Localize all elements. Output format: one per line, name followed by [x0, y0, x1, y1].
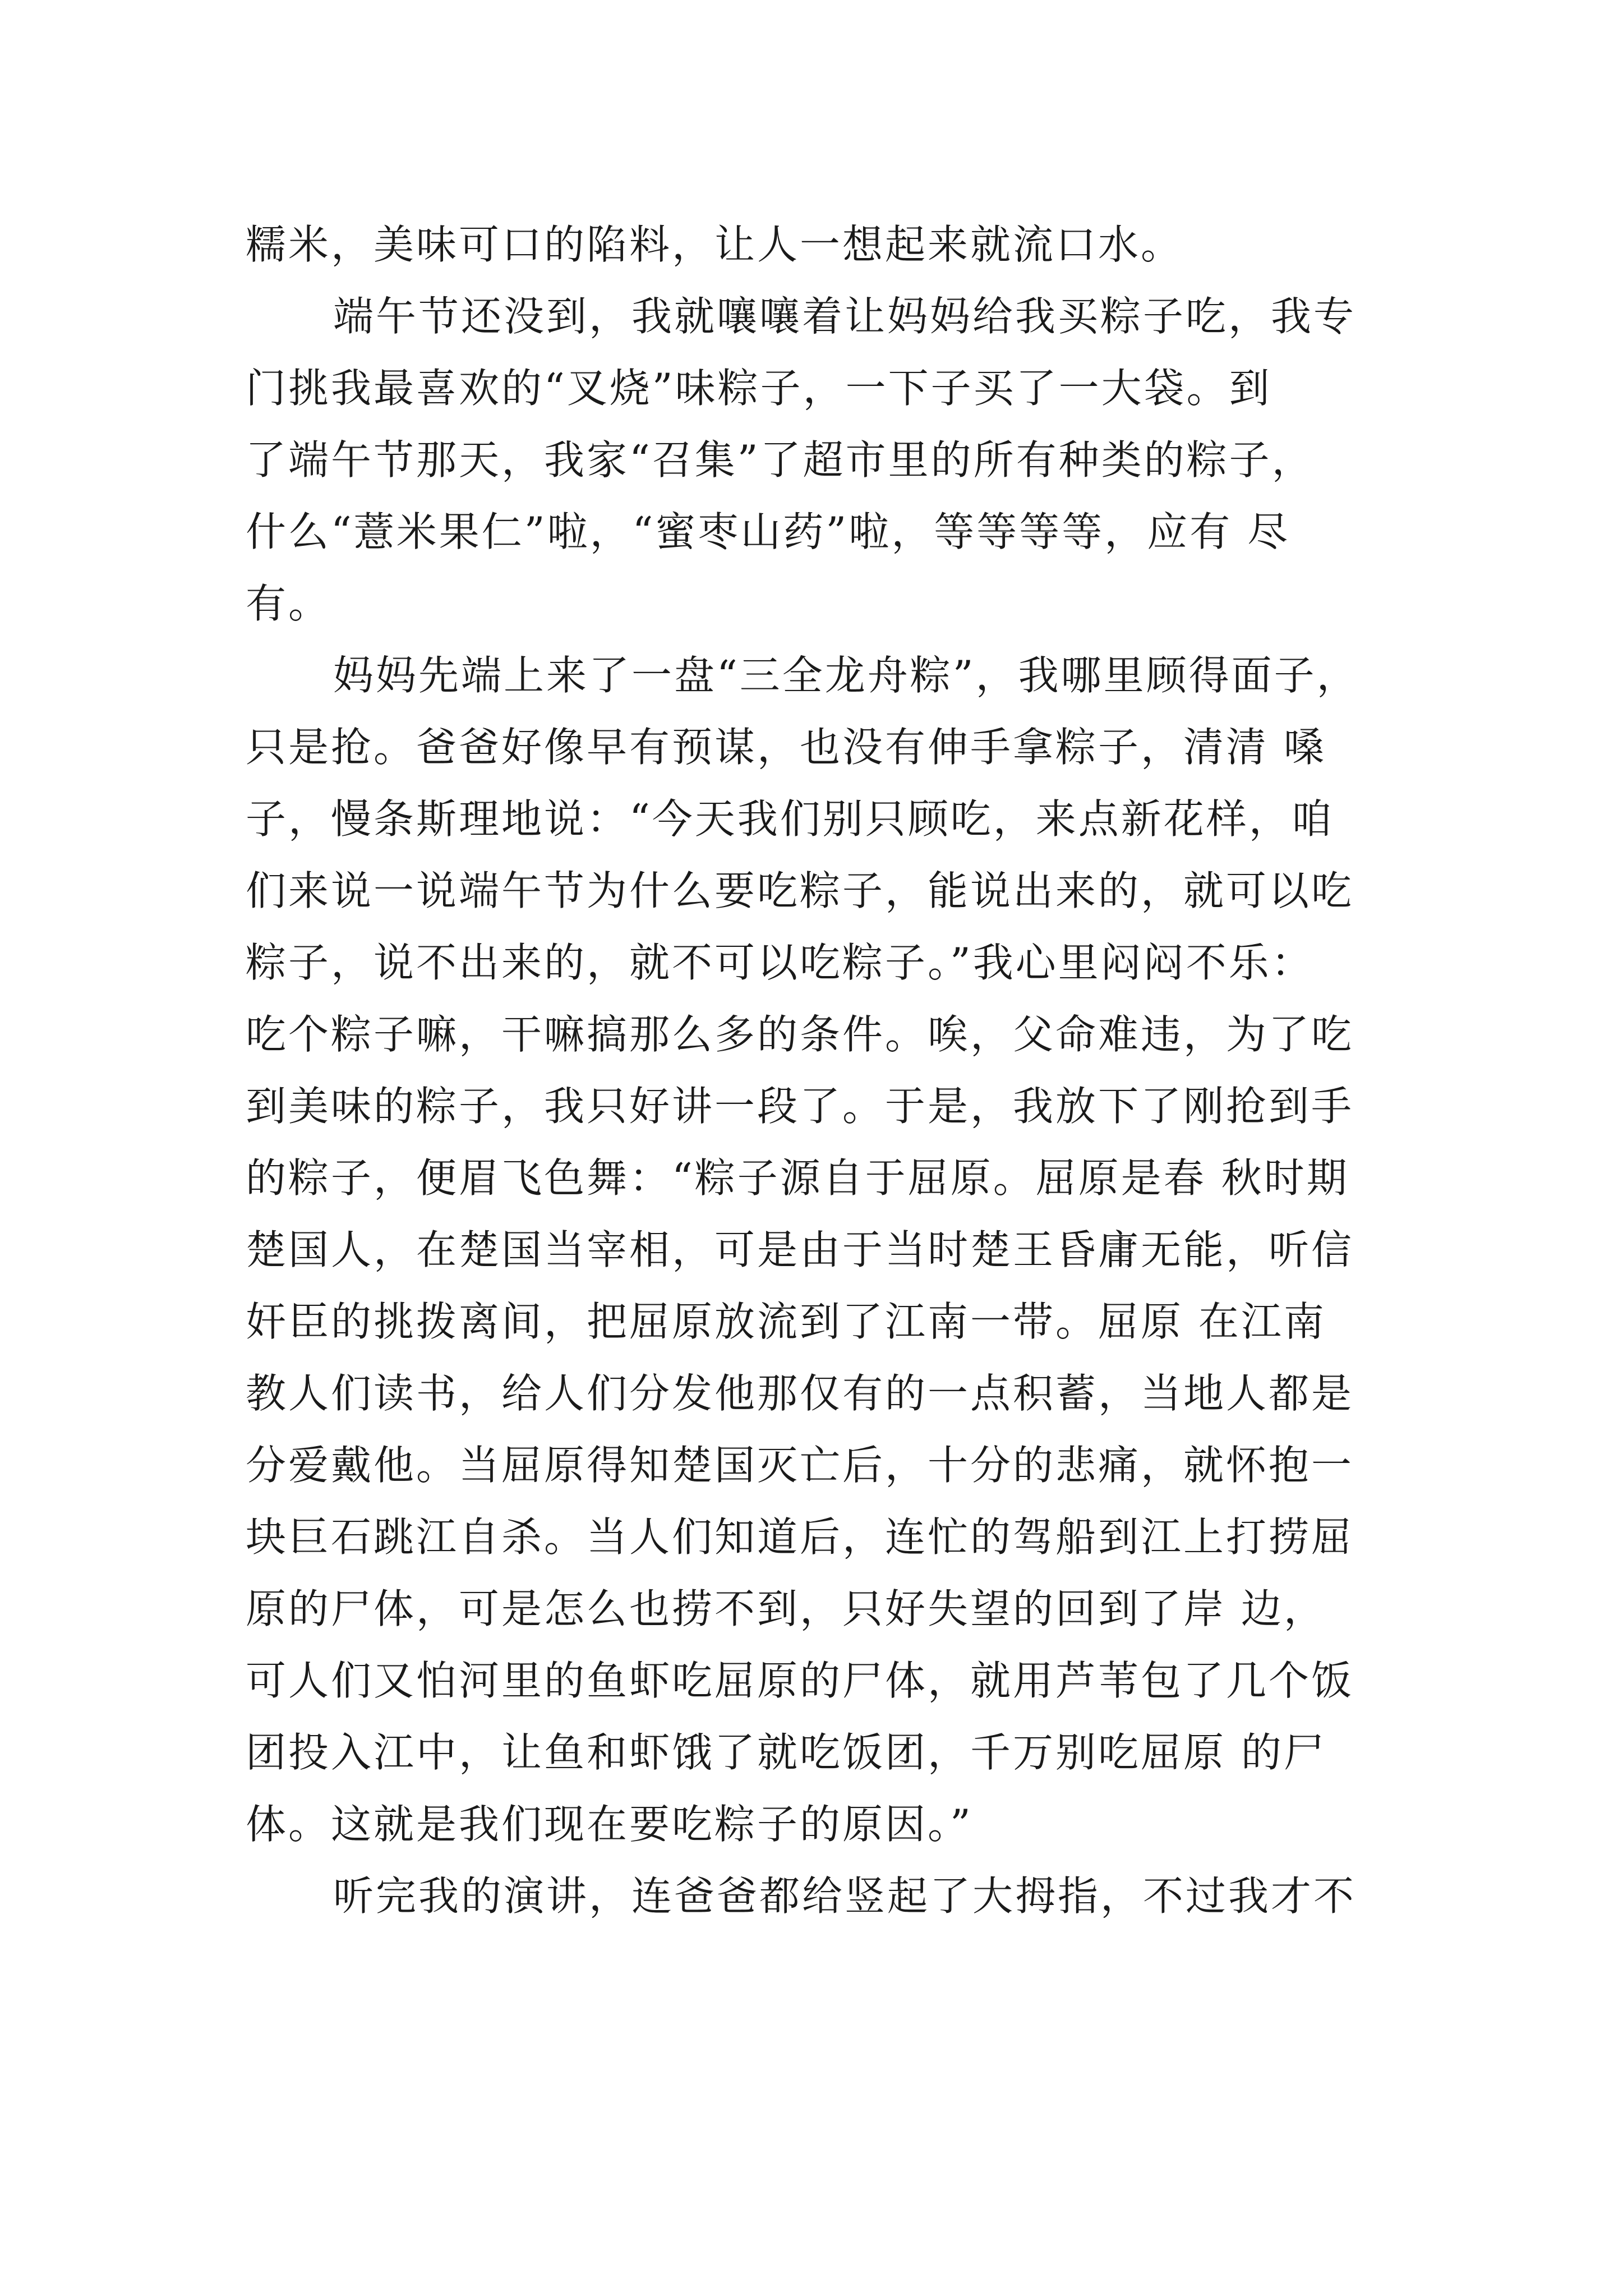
text-line: 原的尸体，可是怎么也捞不到，只好失望的回到了岸 边，: [246, 1585, 1326, 1632]
text-line: 粽子，说不出来的，就不可以吃粽子。”我心里闷闷不乐：: [246, 939, 1314, 986]
text-line: 听完我的演讲，连爸爸都给竖起了大拇指，不过我才不: [333, 1872, 1357, 1920]
text-line: 什么“薏米果仁”啦，“蜜枣山药”啦，等等等等，应有 尽: [246, 508, 1290, 555]
text-line: 的粽子，便眉飞色舞：“粽子源自于屈原。屈原是春 秋时期: [246, 1154, 1349, 1202]
text-line: 了端午节那天，我家“召集”了超市里的所有种类的粽子，: [246, 436, 1315, 484]
text-line: 妈妈先端上来了一盘“三全龙舟粽”，我哪里顾得面子，: [333, 652, 1359, 699]
text-line: 教人们读书，给人们分发他那仅有的一点积蓄，当地人都是: [246, 1370, 1354, 1417]
text-line: 体。这就是我们现在要吃粽子的原因。”: [246, 1801, 973, 1848]
text-line: 吃个粽子嘛，干嘛搞那么多的条件。唉，父命难违，为了吃: [246, 1011, 1354, 1058]
text-line: 可人们又怕河里的鱼虾吃屈原的尸体，就用芦苇包了几个饭: [246, 1657, 1354, 1704]
text-line: 只是抢。爸爸好像早有预谋，也没有伸手拿粽子，清清 嗓: [246, 724, 1326, 771]
text-line: 端午节还没到，我就嚷嚷着让妈妈给我买粽子吃，我专: [333, 293, 1357, 340]
text-line: 糯米，美味可口的陷料，让人一想起来就流口水。: [246, 221, 1184, 268]
text-line: 们来说一说端午节为什么要吃粽子，能说出来的，就可以吃: [246, 867, 1354, 914]
text-line: 团投入江中，让鱼和虾饿了就吃饭团，千万别吃屈原 的尸: [246, 1729, 1326, 1776]
text-line: 奸臣的挑拨离间，把屈原放流到了江南一带。屈原 在江南: [246, 1298, 1326, 1345]
text-line: 门挑我最喜欢的“叉烧”味粽子，一下子买了一大袋。到: [246, 365, 1272, 412]
body-text: [246, 209, 1382, 1932]
text-line: 子，慢条斯理地说：“今天我们别只顾吃，来点新花样，咱: [246, 795, 1334, 843]
text-line: 到美味的粽子，我只好讲一段了。于是，我放下了刚抢到手: [246, 1083, 1354, 1130]
text-line: 分爱戴他。当屈原得知楚国灭亡后，十分的悲痛，就怀抱一: [246, 1442, 1354, 1489]
text-line: 有。: [246, 580, 331, 627]
text-line: 楚国人，在楚国当宰相，可是由于当时楚王昏庸无能，听信: [246, 1226, 1354, 1273]
text-line: 块巨石跳江自杀。当人们知道后，连忙的驾船到江上打捞屈: [246, 1513, 1354, 1561]
